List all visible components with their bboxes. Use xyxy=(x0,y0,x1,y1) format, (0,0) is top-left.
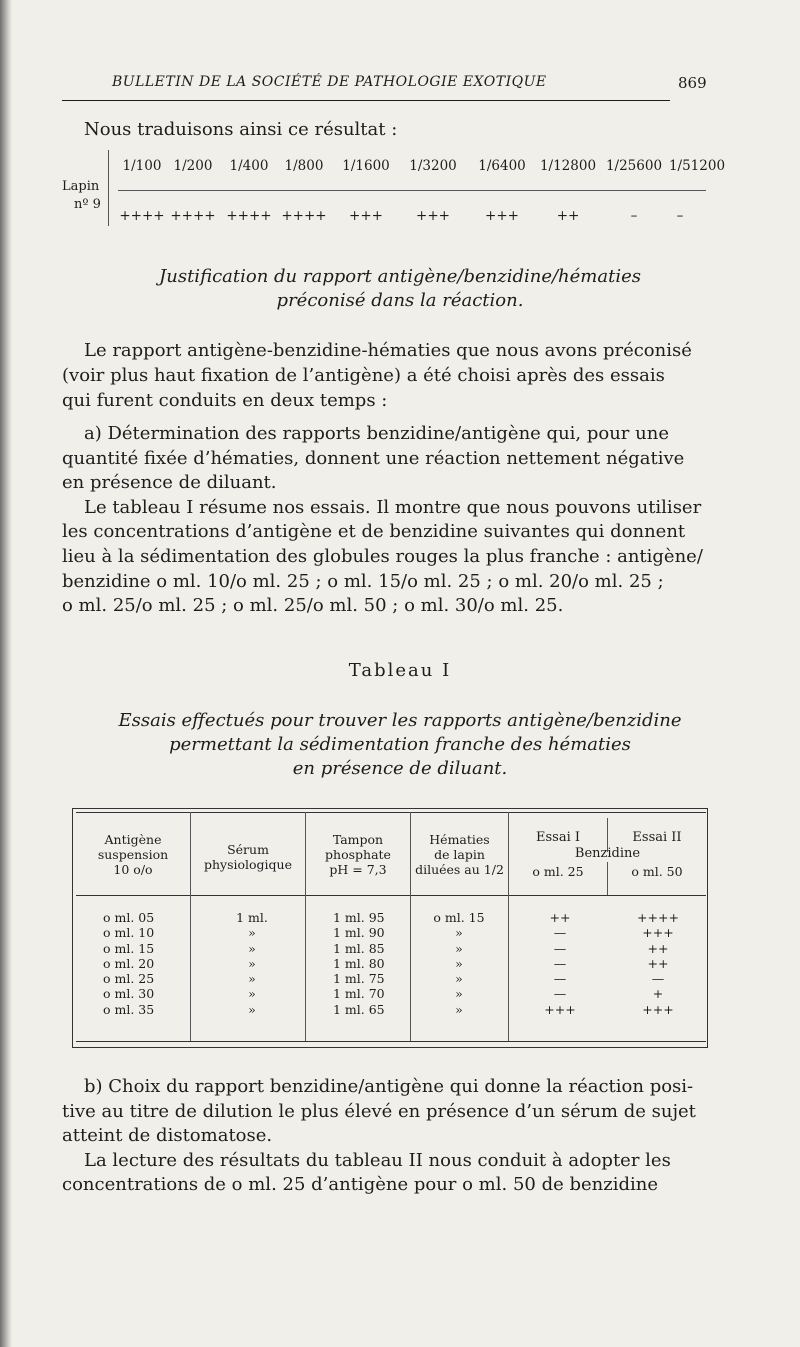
lapin-dilution: 1/200 xyxy=(173,158,213,174)
paragraph-line: atteint de distomatose. xyxy=(62,1125,273,1146)
lapin-result: +++ xyxy=(416,208,450,224)
cell-antigene: o ml. 20 xyxy=(103,955,155,971)
cell-essai2: ++ xyxy=(647,955,669,971)
column-tampon xyxy=(333,910,385,1017)
running-title: BULLETIN DE LA SOCIÉTÉ DE PATHOLOGIE EXOTIQUE xyxy=(112,74,547,90)
lapin-result: ++++ xyxy=(226,208,272,224)
lapin-dilution: 1/1600 xyxy=(342,158,390,174)
cell-hematies: » xyxy=(455,971,463,987)
lapin-dilution: 1/25600 xyxy=(605,158,663,174)
cell-essai1: — xyxy=(553,986,567,1002)
header-essai2: Essai II xyxy=(632,830,682,845)
lapin-dilution: 1/51200 xyxy=(668,158,726,174)
header-rule xyxy=(62,100,670,101)
cell-antigene: o ml. 15 xyxy=(103,940,155,956)
cell-antigene: o ml. 25 xyxy=(103,971,155,987)
cell-essai2: ++++ xyxy=(637,910,679,925)
table-bottom-rule xyxy=(76,1041,706,1042)
tableau-caption-line: en présence de diluant. xyxy=(292,758,508,779)
tableau-title: Tableau I xyxy=(348,660,452,681)
lapin-result: +++ xyxy=(349,208,383,224)
cell-hematies: » xyxy=(455,940,463,956)
header-serum: Sérum physiologique xyxy=(203,842,293,872)
paragraph-line: tive au titre de dilution le plus élevé en présence d’un sérum de sujet xyxy=(62,1101,696,1122)
header-tampon: Tampon phosphate pH = 7,3 xyxy=(325,832,391,877)
lapin-result: +++ xyxy=(485,208,519,224)
cell-hematies: » xyxy=(455,1001,463,1017)
column-essai2 xyxy=(618,910,698,1017)
paragraph-line: Le tableau I résume nos essais. Il montre que nous pouvons utiliser xyxy=(84,497,702,518)
lapin-result: ++++ xyxy=(281,208,327,224)
paragraph-line: en présence de diluant. xyxy=(62,472,277,493)
lapin-result: – xyxy=(676,208,684,224)
cell-tampon: 1 ml. 95 xyxy=(333,910,385,925)
cell-tampon: 1 ml. 85 xyxy=(333,940,385,956)
header-essai1: Essai I xyxy=(535,830,580,845)
table-header-rule xyxy=(76,895,706,896)
cell-serum: » xyxy=(248,986,256,1002)
lapin-result: ++++ xyxy=(170,208,216,224)
header-benzidine: Benzidine xyxy=(574,846,641,861)
header-hematies: Hématies de lapin diluées au 1/2 xyxy=(415,832,504,877)
cell-essai2: +++ xyxy=(642,1001,674,1017)
cell-serum: » xyxy=(248,940,256,956)
lapin-dilution: 1/3200 xyxy=(409,158,457,174)
cell-tampon: 1 ml. 75 xyxy=(333,971,385,987)
paragraph-line: Le rapport antigène-benzidine-hématies que nous avons préconisé xyxy=(84,340,692,361)
lapin-result: ++++ xyxy=(119,208,165,224)
paragraph-line: qui furent conduits en deux temps : xyxy=(62,390,388,411)
section-heading-line1: Justification du rapport antigène/benzidine/hématies xyxy=(159,266,641,287)
header-antigene: Antigène suspension 10 o/o xyxy=(97,832,169,877)
section-heading-line2: préconisé dans la réaction. xyxy=(276,290,524,311)
cell-tampon: 1 ml. 70 xyxy=(333,986,385,1002)
cell-essai2: + xyxy=(652,986,664,1002)
tableau-caption-line: permettant la sédimentation franche des hématies xyxy=(169,734,631,755)
paragraph-line: La lecture des résultats du tableau II nous conduit à adopter les xyxy=(84,1150,671,1171)
lapin-label: Lapin nº 9 xyxy=(62,179,101,212)
cell-serum: » xyxy=(248,955,256,971)
page-number: 869 xyxy=(678,74,707,92)
cell-tampon: 1 ml. 65 xyxy=(333,1001,385,1017)
cell-hematies: » xyxy=(455,986,463,1002)
paragraph-line: concentrations de o ml. 25 d’antigène pour o ml. 50 de benzidine xyxy=(62,1174,658,1195)
cell-hematies: » xyxy=(455,925,463,941)
header-essai1-sub: o ml. 25 xyxy=(532,864,584,879)
lapin-dilution: 1/6400 xyxy=(478,158,526,174)
table-top-rule xyxy=(76,812,706,813)
paragraph-line: (voir plus haut fixation de l’antigène) a été choisi après des essais xyxy=(62,365,665,386)
cell-hematies: » xyxy=(455,955,463,971)
header-essai2-sub: o ml. 50 xyxy=(631,864,683,879)
cell-antigene: o ml. 30 xyxy=(103,986,155,1002)
paragraph-line: benzidine o ml. 10/o ml. 25 ; o ml. 15/o ml. 25 ; o ml. 20/o ml. 25 ; xyxy=(62,571,664,592)
paragraph-line: a) Détermination des rapports benzidine/antigène qui, pour une xyxy=(84,423,669,444)
cell-essai1: — xyxy=(553,971,567,987)
tableau-caption-line: Essais effectués pour trouver les rapports antigène/benzidine xyxy=(118,710,682,731)
column-serum xyxy=(222,910,282,1017)
lapin-table-rule xyxy=(118,190,706,191)
column-essai1 xyxy=(522,910,598,1017)
cell-serum: » xyxy=(248,925,256,941)
cell-serum: » xyxy=(248,1001,256,1017)
cell-essai2: +++ xyxy=(642,925,674,941)
paragraph-line: lieu à la sédimentation des globules rouges la plus franche : antigène/ xyxy=(62,546,703,567)
cell-tampon: 1 ml. 90 xyxy=(333,925,385,941)
lapin-result: ++ xyxy=(556,208,580,224)
cell-tampon: 1 ml. 80 xyxy=(333,955,385,971)
cell-essai1: +++ xyxy=(544,1001,576,1017)
cell-essai2: ++ xyxy=(647,940,669,956)
cell-essai1: ++ xyxy=(549,910,571,925)
cell-essai2: — xyxy=(651,971,665,987)
lapin-result: – xyxy=(630,208,638,224)
lapin-dilution: 1/12800 xyxy=(539,158,597,174)
cell-essai1: — xyxy=(553,925,567,941)
column-hematies xyxy=(420,910,498,1017)
lapin-dilution: 1/100 xyxy=(122,158,162,174)
paragraph-line: quantité fixée d’hématies, donnent une réaction nettement négative xyxy=(62,448,685,469)
cell-serum: 1 ml. xyxy=(236,910,268,925)
paragraph-line: b) Choix du rapport benzidine/antigène qui donne la réaction posi- xyxy=(84,1076,694,1097)
lapin-dilution: 1/800 xyxy=(284,158,324,174)
cell-hematies: o ml. 15 xyxy=(433,910,485,925)
paragraph-line: o ml. 25/o ml. 25 ; o ml. 25/o ml. 50 ; o ml. 30/o ml. 25. xyxy=(62,595,564,616)
cell-essai1: — xyxy=(553,955,567,971)
cell-antigene: o ml. 10 xyxy=(103,925,155,941)
intro-sentence: Nous traduisons ainsi ce résultat : xyxy=(84,119,398,140)
cell-essai1: — xyxy=(553,940,567,956)
paragraph-line: les concentrations d’antigène et de benzidine suivantes qui donnent xyxy=(62,521,686,542)
cell-antigene: o ml. 05 xyxy=(103,910,155,925)
cell-antigene: o ml. 35 xyxy=(103,1001,155,1017)
column-antigene xyxy=(103,910,154,1017)
lapin-dilution: 1/400 xyxy=(229,158,269,174)
cell-serum: » xyxy=(248,971,256,987)
